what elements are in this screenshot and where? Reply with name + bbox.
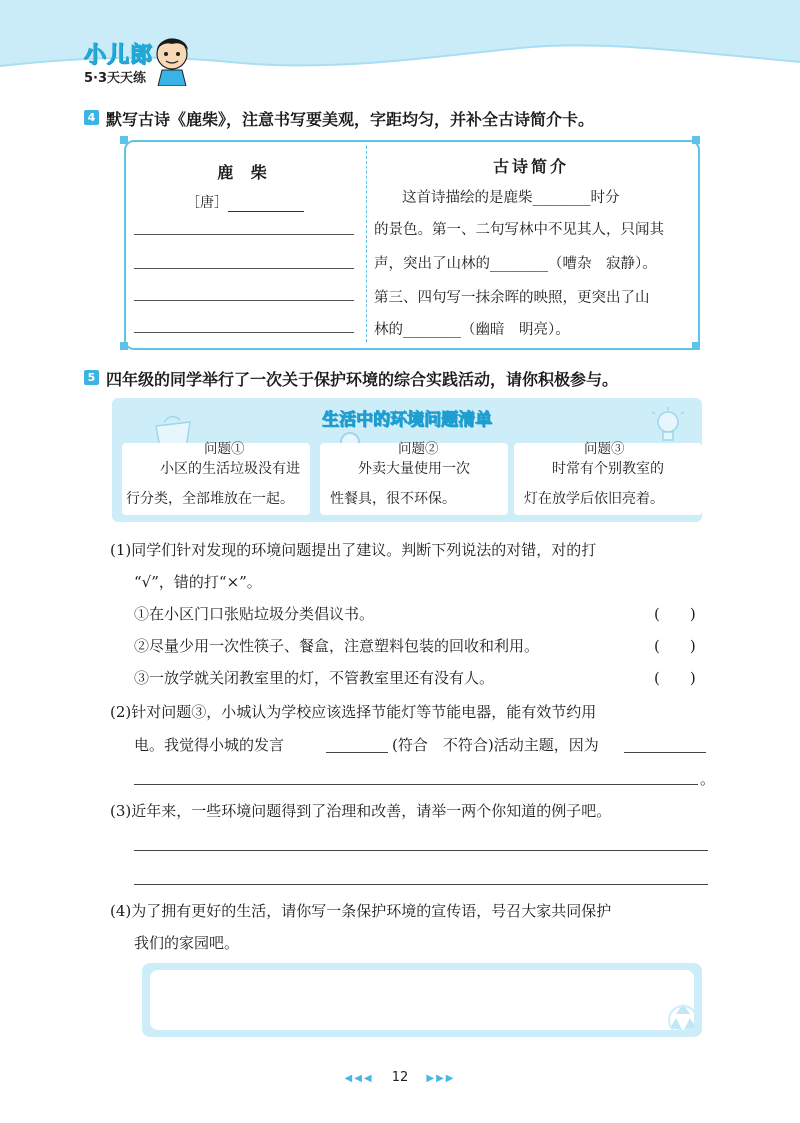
- card-corner: [120, 342, 128, 350]
- sub1-answer-paren-3[interactable]: ( ): [654, 669, 696, 687]
- problem-1-line-1: 小区的生活垃圾没有进: [160, 461, 300, 477]
- writing-line-3[interactable]: [134, 300, 354, 301]
- card-corner: [692, 342, 700, 350]
- problem-label-3: 问题③: [584, 441, 625, 457]
- problem-2-line-2: 性餐具，很不环保。: [330, 491, 456, 507]
- problem-3-line-2: 灯在放学后依旧亮着。: [524, 491, 664, 507]
- logo-subtitle: 5·3天天练: [84, 71, 147, 86]
- sub2-period: 。: [700, 770, 716, 788]
- poem-author: [186, 192, 304, 212]
- sub3-answer-line-2[interactable]: [134, 884, 708, 885]
- intro-line-2: 的景色。第一、二句写林中不见其人，只闻其: [374, 222, 664, 238]
- intro-line-4: 第三、四句写一抹余晖的映照，更突出了山: [374, 290, 650, 306]
- question-4-instruction: 默写古诗《鹿柴》，注意书写要美观，字距均匀，并补全古诗简介卡。: [106, 110, 595, 129]
- question-number-5: 5: [84, 370, 99, 385]
- recycle-icon: [664, 1000, 702, 1036]
- sub2-answer-line[interactable]: [134, 784, 698, 785]
- brand-logo: [84, 38, 153, 86]
- writing-line-2[interactable]: [134, 268, 354, 269]
- sub1-prompt-line-1: (1)同学们针对发现的环境问题提出了建议。判断下列说法的对错，对的打: [110, 541, 597, 559]
- sub1-answer-paren-2[interactable]: ( ): [654, 637, 696, 655]
- sub1-item-1: ①在小区门口张贴垃圾分类倡议书。: [134, 605, 375, 623]
- sub1-item-2: ②尽量少用一次性筷子、餐盒，注意塑料包装的回收和利用。: [134, 637, 540, 655]
- poem-author-dynasty: ［唐］: [186, 195, 228, 211]
- question-number-4: 4: [84, 110, 99, 125]
- question-5-instruction: 四年级的同学举行了一次关于保护环境的综合实践活动，请你积极参与。: [106, 370, 619, 389]
- intro-line-5: 林的________（幽暗 明亮）。: [374, 322, 570, 338]
- intro-line-3: 声，突出了山林的________（嘈杂 寂静）。: [374, 256, 657, 272]
- page-number: 12: [391, 1070, 409, 1085]
- intro-title: 古诗简介: [492, 157, 569, 176]
- problem-2-line-1: 外卖大量使用一次: [358, 461, 470, 477]
- problem-label-2: 问题②: [398, 441, 439, 457]
- sub2-blank-2[interactable]: [624, 752, 706, 753]
- poem-title: 鹿 柴: [217, 163, 273, 182]
- sub3-prompt: (3)近年来，一些环境问题得到了治理和改善，请举一两个你知道的例子吧。: [110, 802, 612, 820]
- sub2-prompt-line-1: (2)针对问题③，小城认为学校应该选择节能灯等节能电器，能有效节约用: [110, 703, 597, 721]
- problem-list-title: 生活中的环境问题清单: [322, 410, 492, 430]
- intro-line-1: 这首诗描绘的是鹿柴________时分: [402, 190, 620, 206]
- sub4-prompt-line-2: 我们的家园吧。: [134, 934, 240, 952]
- card-corner: [692, 136, 700, 144]
- sub3-answer-line-1[interactable]: [134, 850, 708, 851]
- prev-arrows-icon: ◀◀◀: [344, 1073, 374, 1084]
- writing-line-1[interactable]: [134, 234, 354, 235]
- sub1-answer-paren-1[interactable]: ( ): [654, 605, 696, 623]
- sub1-prompt-line-2: “√”，错的打“×”。: [134, 573, 262, 591]
- problem-1-line-2: 行分类，全部堆放在一起。: [126, 491, 294, 507]
- sub1-item-3: ③一放学就关闭教室里的灯，不管教室里还有没有人。: [134, 669, 495, 687]
- problem-label-1: 问题①: [204, 441, 245, 457]
- sub2-prompt-line-2a: 电。我觉得小城的发言: [134, 736, 285, 754]
- problem-3-line-1: 时常有个别教室的: [552, 461, 664, 477]
- logo-title: 小儿郎: [84, 43, 154, 68]
- slogan-answer-box[interactable]: [150, 970, 694, 1030]
- page-footer: [0, 1070, 800, 1085]
- sub2-blank-1[interactable]: [326, 752, 388, 753]
- card-corner: [120, 136, 128, 144]
- sub2-prompt-line-2b: (符合 不符合)活动主题，因为: [392, 736, 599, 754]
- author-blank[interactable]: [228, 195, 304, 212]
- mascot-boy-icon: [150, 30, 194, 86]
- sub4-prompt-line-1: (4)为了拥有更好的生活，请你写一条保护环境的宣传语，号召大家共同保护: [110, 902, 612, 920]
- writing-line-4[interactable]: [134, 332, 354, 333]
- next-arrows-icon: ▶▶▶: [426, 1073, 456, 1084]
- lightbulb-icon: [650, 406, 686, 446]
